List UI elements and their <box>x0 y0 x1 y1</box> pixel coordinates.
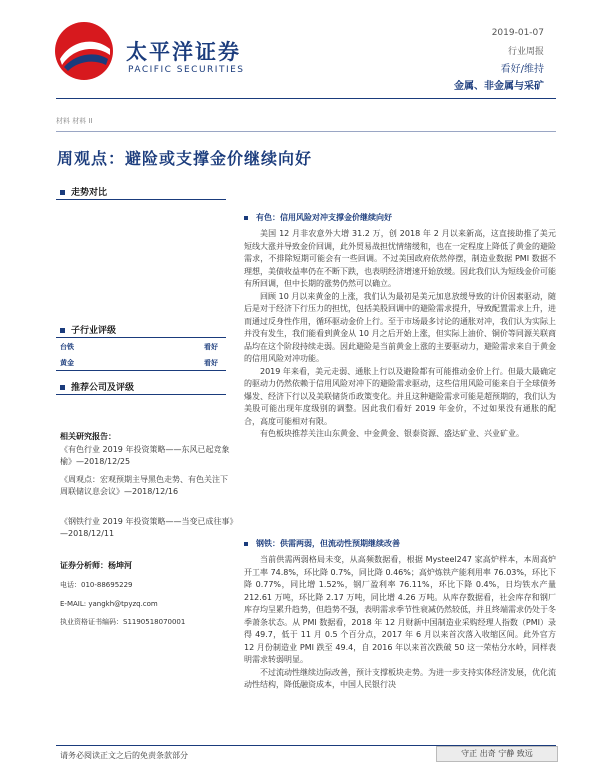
breadcrumb: 材料 材料 II <box>56 117 93 125</box>
logo-en-text: PACIFIC SECURITIES <box>128 65 245 75</box>
related-report-2: 《周观点：宏观预期主导黑色走势、有色关注下周联储议息会议》—2018/12/16 <box>60 475 228 496</box>
paragraph: 回顾 10 月以来黄金的上涨，我们认为最初是美元加息放缓导致的计价因素驱动，随后是对于经济下行压力的担忧，包括美股回调中的避险需求提升，导致配置需求上升，进而通过反身性作用，循环驱动金价上行。至于市场最多讨论的通胀对冲，我们认为实际上并没有发生，我们能看到黄金从 10 月之后开始上涨，但实际上油价、铜价等同源关联商品均在这个阶段持续走弱。因此避险是当前黄金上涨的主要驱动力，避险需求来自于黄金的信用风险对冲功能。 <box>244 291 556 363</box>
footer-disclaimer: 请务必阅读正文之后的免责条款部分 <box>60 751 188 760</box>
section-bullet-icon <box>244 216 248 220</box>
breadcrumb-divider <box>56 131 556 132</box>
paragraph: 当前供需两弱格局未变，从高频数据看，根据 Mysteel247 家高炉样本，本周高炉开工率 74.8%，环比降 0.7%，同比降 0.46%；高炉炼铁产能利用率 76.03%，环比下降 0.77%，同比增 1.52%，钢厂盈利率 76.11%，环比下降 0.4%，日均铁水产量 212.61 万吨，环比降 2.17 万吨，同比增 4.26 万吨。从库存数据看，社会库存和钢厂库存均呈累升趋势，但趋势不强，表明需求季节性衰减仍然较低，并且终端需求仍处于冬季萧条状态。从 PMI 数据看，2018 年 12 月财新中国制造业采购经理人指数（PMI）录得 49.7，低于 11 月 0.5 个百分点，2017 年 6 月以来首次落入收缩区间。此外官方 12 月份制造业 PMI 跌至 49.4，自 2016 年以来首次跌破 50 这一荣枯分水岭，同样表明需求转弱明显。 <box>244 555 556 664</box>
logo-cn-text: 太平洋证券 <box>126 40 241 64</box>
report-date: 2019-01-07 <box>491 28 544 38</box>
related-report-1: 《有色行业 2019 年投资策略——东风已起竞象榆》—2018/12/25 <box>60 445 230 466</box>
section-1-body <box>244 228 556 441</box>
related-research-label: 相关研究报告： <box>60 432 116 441</box>
analyst-license: 执业资格证书编码：S1190518070001 <box>60 618 186 626</box>
report-type: 行业周报 <box>507 47 544 57</box>
rating-table-bottom <box>56 370 226 371</box>
analyst-phone: 电话：010-88695229 <box>60 581 133 589</box>
paragraph: 美国 12 月非农意外大增 31.2 万，创 2018 年 2 月以来新高，这直接助推了美元短线大涨并导致金价回调，此外贸易战担忧情绪缓和，也在一定程度上降低了黄金的避险需求，不排除短期可能会有一些回调。不过美国政府依然停摆，制造业数据 PMI 数据不理想，美债收益率仍在不断下跌，也表明经济增速开始放缓。因此我们认为短线金价可能有所回调，但中长期的涨势仍然可以确立。 <box>244 229 556 288</box>
analyst-email[interactable]: E-MAIL: yangkh@tpyzq.com <box>60 600 158 608</box>
industry-name: 金属、非金属与采矿 <box>454 81 544 92</box>
section-2-body <box>244 554 556 692</box>
footer-motto: 守正 出奇 宁静 致远 <box>436 746 558 762</box>
companies-section-header: 推荐公司及评级 <box>60 380 134 393</box>
section-bullet-icon <box>244 542 248 546</box>
header-divider <box>56 98 556 99</box>
rating-divider <box>56 337 226 338</box>
section-bullet-icon <box>60 190 65 195</box>
trend-divider <box>56 199 226 200</box>
paragraph: 不过流动性继续边际改善，预计支撑板块走势。为进一步支持实体经济发展，优化流动性结构，降低融资成本，中国人民银行决 <box>244 667 556 689</box>
section-bullet-icon <box>60 328 65 333</box>
related-report-3: 《钢铁行业 2019 年投资策略——当变已成往事》—2018/12/11 <box>60 517 234 538</box>
industry-rating: 看好/维持 <box>500 64 544 75</box>
trend-section-header: 走势对比 <box>60 185 107 198</box>
section-bullet-icon <box>60 385 65 390</box>
section-1-title: 有色：信用风险对冲支撑金价继续向好 <box>244 212 392 223</box>
section-2-title: 钢铁：供需两弱，但流动性预期继续改善 <box>244 538 400 549</box>
paragraph: 有色板块推荐关注山东黄金、中金黄金、银泰资源、盛达矿业、兴业矿业。 <box>260 429 524 438</box>
companies-divider <box>56 394 226 395</box>
rating-section-header: 子行业评级 <box>60 323 116 336</box>
pacific-securities-logo-icon <box>52 19 116 83</box>
rating-row: 台铁 看好 <box>60 343 218 351</box>
rating-row: 黄金 看好 <box>60 359 218 367</box>
paragraph: 2019 年来看，美元走弱、通胀上行以及避险都有可能推动金价上行。但最大最确定的驱动力仍然依赖于信用风险对冲下的避险需求驱动，这些信用风险可能来自于全球债务爆发、经济下行以及美联储货币政策变化。并且这种避险需求可能是超预期的，我们认为美股可能出现年度级别的调整。因此我们看好 2019 年金价，不过如果没有通胀的配合，高度可能相对有限。 <box>244 366 556 426</box>
page-title: 周观点：避险或支撑金价继续向好 <box>57 149 313 168</box>
analyst-name: 证券分析师：杨坤河 <box>60 561 132 570</box>
